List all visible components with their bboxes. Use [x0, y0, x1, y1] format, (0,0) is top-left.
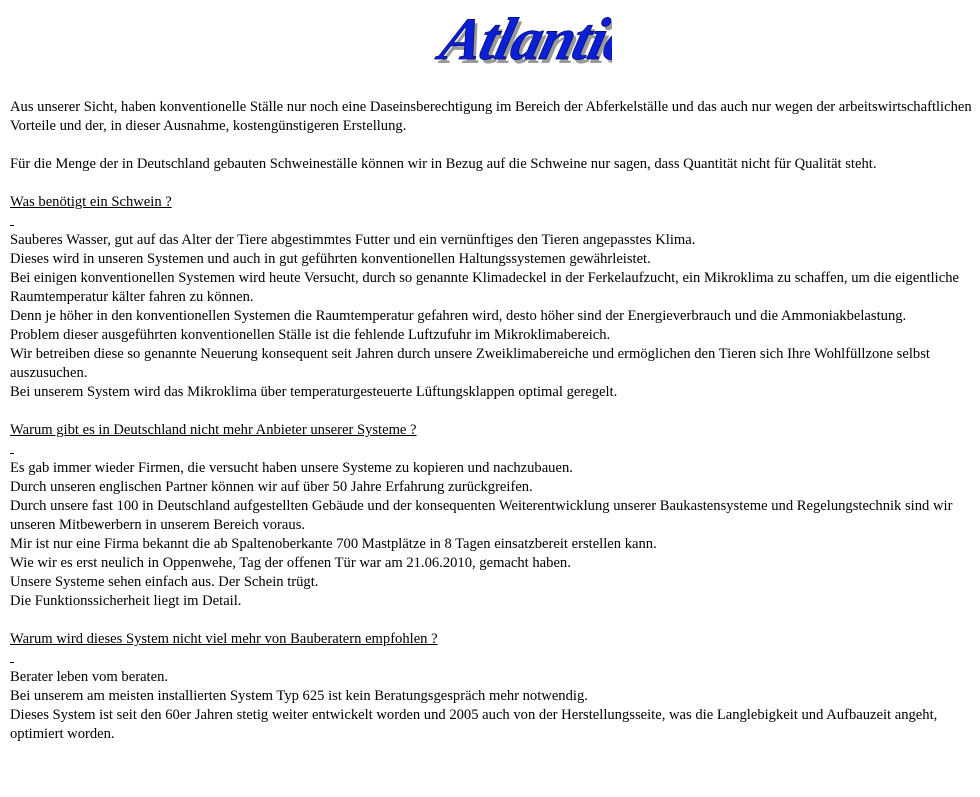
section-heading: Warum wird dieses System nicht viel mehr von Bauberatern empfohlen ?	[10, 631, 438, 647]
heading-underline-mark	[10, 212, 980, 231]
section-line: Wie wir es erst neulich in Oppenwehe, Tag der offenen Tür war am 21.06.2010, gemacht haben.	[10, 555, 571, 571]
section-advisors	[10, 630, 980, 744]
section-heading: Was benötigt ein Schwein ?	[10, 194, 172, 210]
section-line: Dieses System ist seit den 60er Jahren stetig weiter entwickelt worden und 2005 auch von der Herstellungsseite, was die Langlebigkeit und Aufbauzeit angeht,	[10, 707, 938, 723]
section-line: Sauberes Wasser, gut auf das Alter der Tiere abgestimmtes Futter und ein vernünftiges den Tieren angepasstes Klima.	[10, 232, 696, 248]
intro-line: Aus unserer Sicht, haben konventionelle Ställe nur noch eine Daseinsberechtigung im Bereich der Abferkelställe und das auch nur wegen der arbeitswirtschaftlichen	[10, 99, 972, 115]
logo-shadow: Atlantic	[437, 10, 612, 76]
section-line: Unsere Systeme sehen einfach aus. Der Schein trügt.	[10, 574, 319, 590]
section-line: Durch unseren englischen Partner können wir auf über 50 Jahre Erfahrung zurückgreifen.	[10, 479, 533, 495]
intro-paragraph	[10, 98, 980, 136]
section-line: Bei unserem System wird das Mikroklima über temperaturgesteuerte Lüftungsklappen optimal geregelt.	[10, 384, 618, 400]
section-line: Berater leben vom beraten.	[10, 669, 169, 685]
section-line: Dieses wird in unseren Systemen und auch in gut geführten konventionellen Haltungssystemen gewährleistet.	[10, 251, 651, 267]
section-line: Mir ist nur eine Firma bekannt die ab Spaltenoberkante 700 Mastplätze in 8 Tagen einsatzbereit erstellen kann.	[10, 536, 657, 552]
section-line: Die Funktionssicherheit liegt im Detail.	[10, 593, 242, 609]
section-line: Raumtemperatur kälter fahren zu können.	[10, 289, 254, 305]
section-line: Denn je höher in den konventionellen Systemen die Raumtemperatur gefahren wird, desto höher sind der Energieverbrauch und die Ammoniakbelastung.	[10, 308, 907, 324]
section-line: optimiert worden.	[10, 726, 115, 742]
section-line: Durch unsere fast 100 in Deutschland aufgestellten Gebäude und der konsequenten Weiterentwicklung unserer Baukastensysteme und Regelungstechnik sind wir	[10, 498, 953, 514]
section-line: auszusuchen.	[10, 365, 88, 381]
section-line: Bei unserem am meisten installierten System Typ 625 ist kein Beratungsgespräch mehr notwendig.	[10, 688, 588, 704]
section-line: Es gab immer wieder Firmen, die versucht haben unsere Systeme zu kopieren und nachzubauen.	[10, 460, 573, 476]
section-line: unseren Mitbewerbern in unserem Bereich voraus.	[10, 517, 306, 533]
intro-line: Für die Menge der in Deutschland gebauten Schweineställe können wir in Bezug auf die Schweine nur sagen, dass Quantität nicht für Qualität steht.	[10, 156, 877, 172]
section-needs	[10, 193, 980, 402]
section-line: Wir betreiben diese so genannte Neuerung konsequent seit Jahren durch unsere Zweiklimabereiche und ermöglichen den Tieren sich Ihre Wohlfüllzone selbst	[10, 346, 930, 362]
article-content	[10, 98, 980, 763]
section-line: Problem dieser ausgeführten konventionellen Ställe ist die fehlende Luftzufuhr im Mikroklimabereich.	[10, 327, 611, 343]
heading-underline-mark	[10, 649, 980, 668]
atlantic-wordmark	[426, 0, 612, 76]
intro-line: Vorteile und der, in dieser Ausnahme, kostengünstigeren Erstellung.	[10, 118, 407, 134]
logo-text: Atlantic	[434, 6, 612, 73]
section-heading: Warum gibt es in Deutschland nicht mehr Anbieter unserer Systeme ?	[10, 422, 417, 438]
atlantic-logo	[426, 0, 612, 76]
section-line: Bei einigen konventionellen Systemen wird heute Versucht, durch so genannte Klimadeckel in der Ferkelaufzucht, ein Mikroklima zu schaffen, um die eigentliche	[10, 270, 959, 286]
section-providers	[10, 421, 980, 611]
heading-underline-mark	[10, 440, 980, 459]
intro-paragraph-2	[10, 155, 980, 174]
